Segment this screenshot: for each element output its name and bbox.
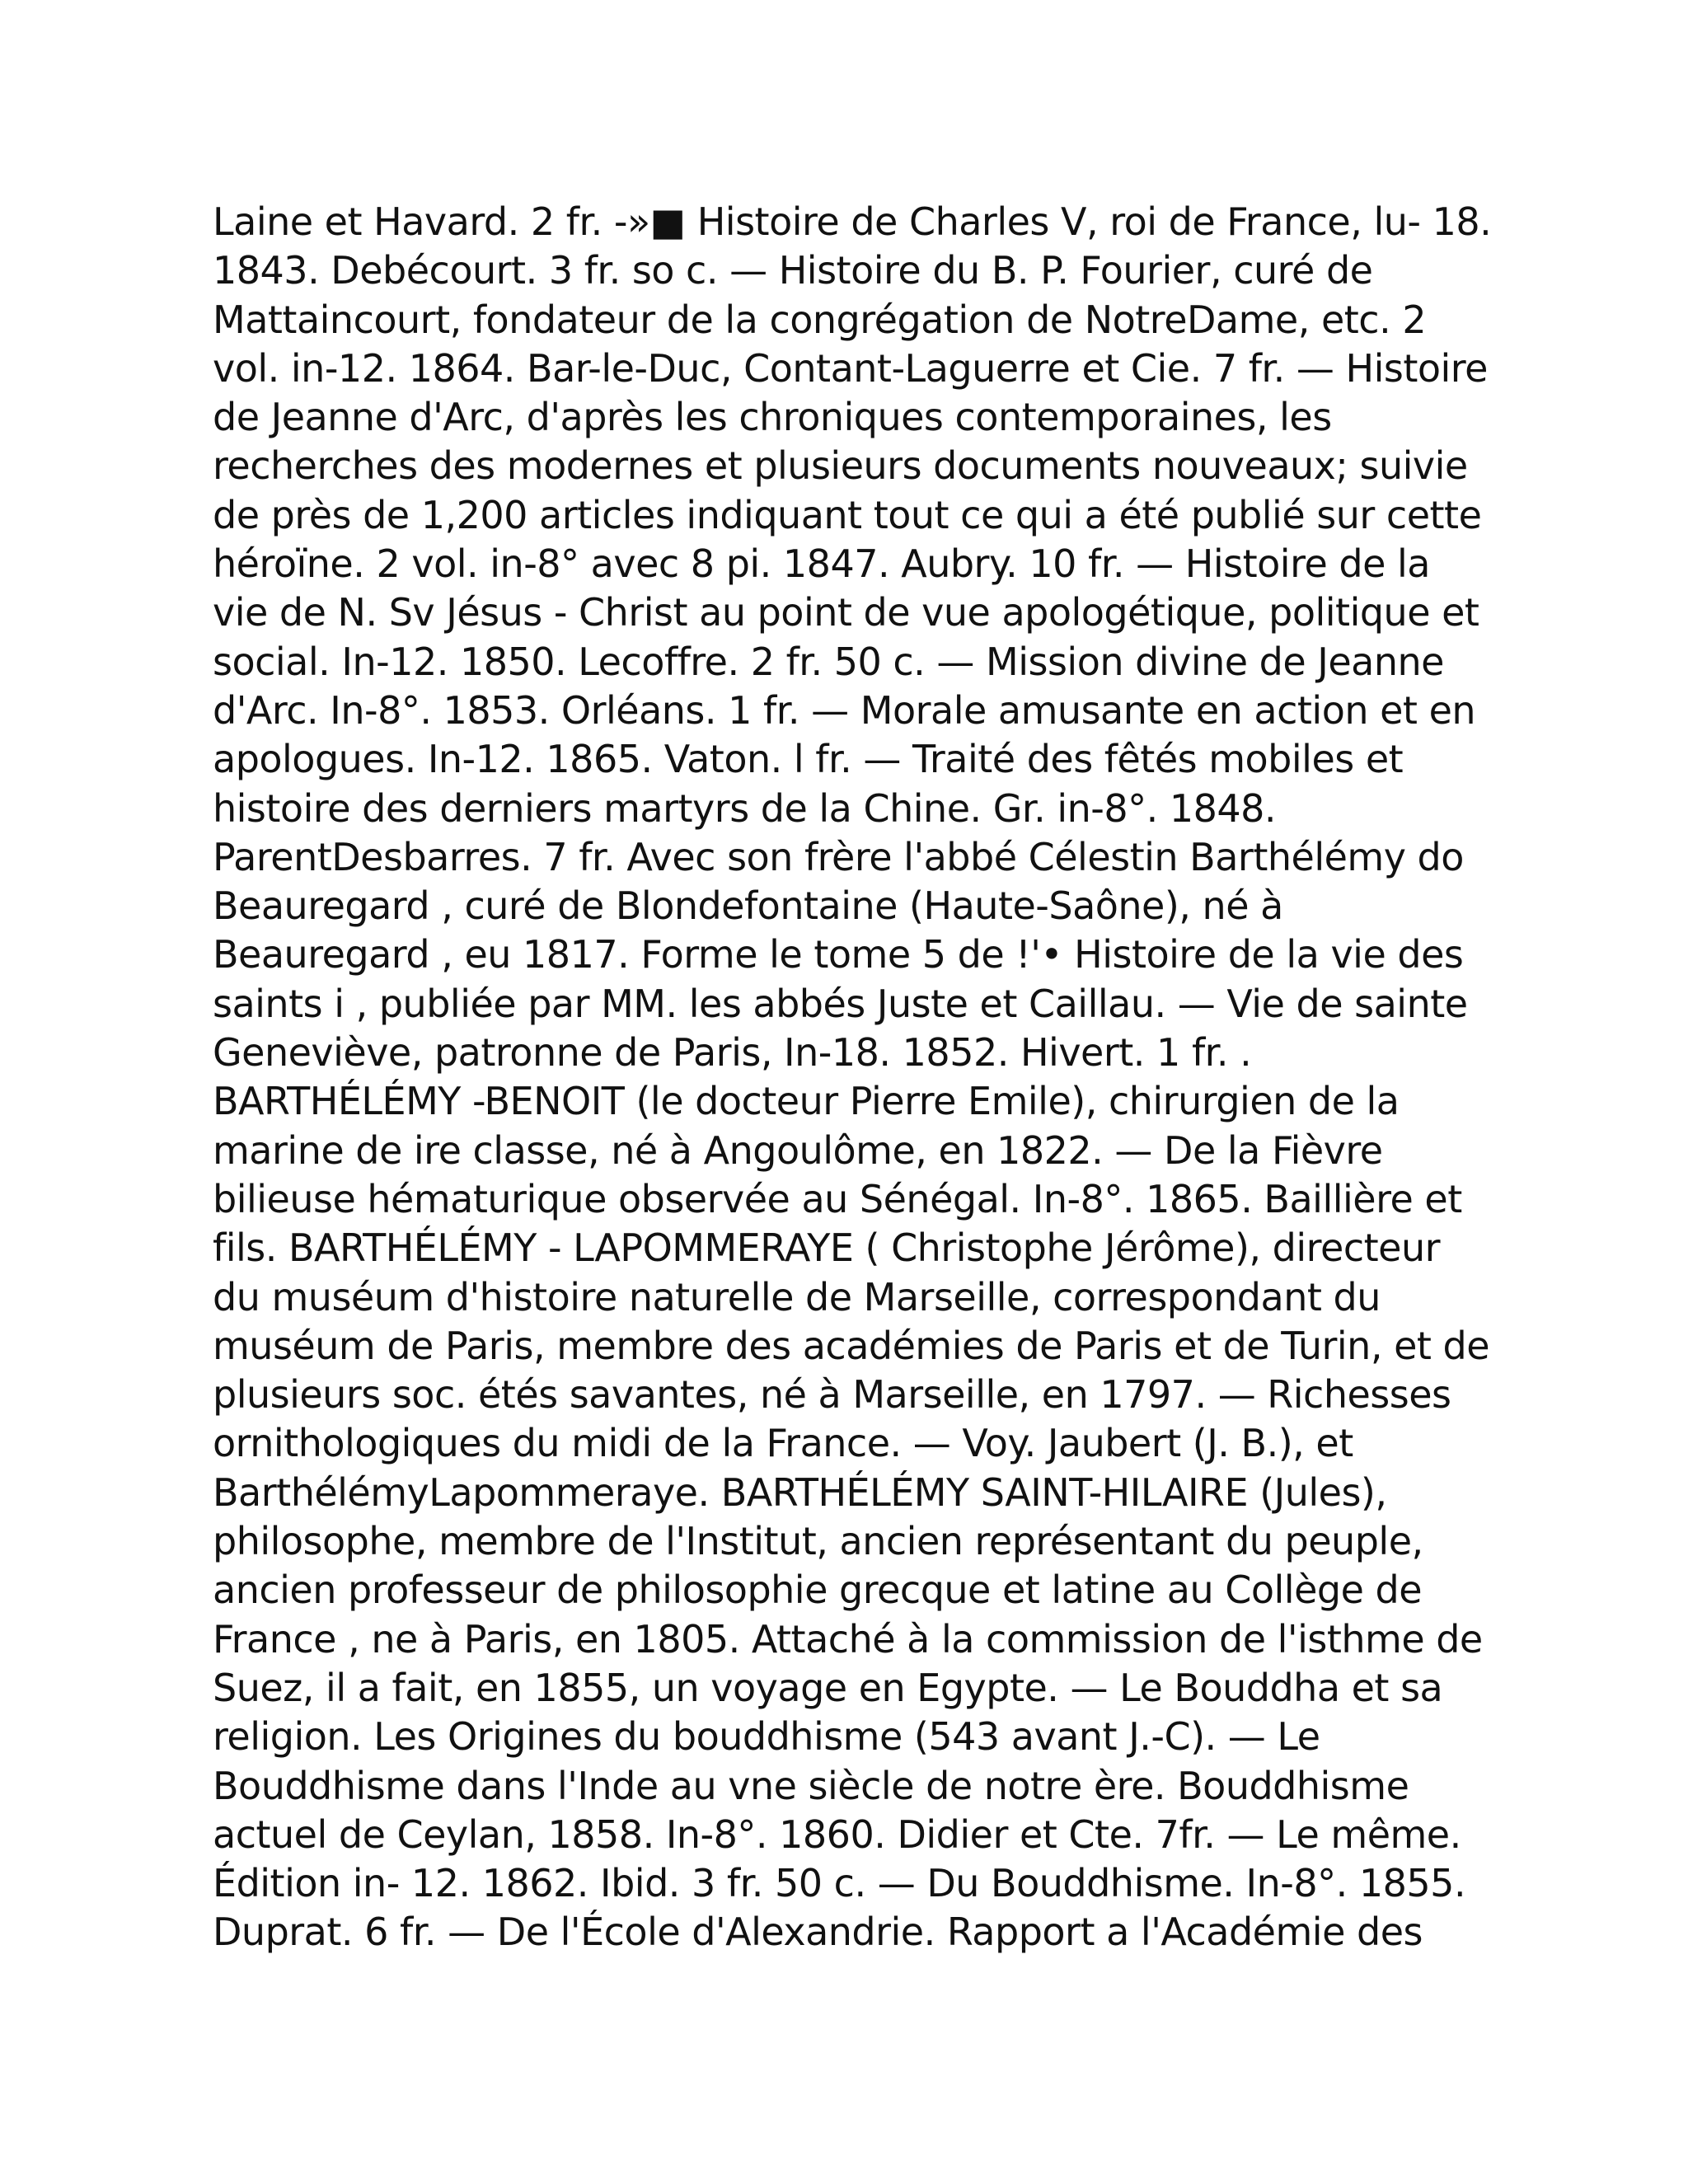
text-line: Duprat. 6 fr. — De l'École d'Alexandrie. Rapport a l'Académie des (213, 1910, 1423, 1955)
text-line: héroïne. 2 vol. in-8° avec 8 pi. 1847. Aubry. 10 fr. — Histoire de la (213, 541, 1430, 587)
text-line: plusieurs soc. étés savantes, né à Marseille, en 1797. — Richesses (213, 1372, 1451, 1418)
text-line: Beauregard , curé de Blondefontaine (Haute-Saône), né à (213, 883, 1283, 929)
text-line: actuel de Ceylan, 1858. In-8°. 1860. Didier et Cte. 7fr. — Le même. (213, 1811, 1461, 1857)
text-line: 1843. Debécourt. 3 fr. so c. — Histoire du B. P. Fourier, curé de (213, 248, 1373, 293)
text-line: Geneviève, patronne de Paris, In-18. 1852. Hivert. 1 fr. . (213, 1030, 1252, 1076)
text-line: Beauregard , eu 1817. Forme le tome 5 de !'• Histoire de la vie des (213, 932, 1464, 977)
text-line: de près de 1,200 articles indiquant tout ce qui a été publié sur cette (213, 492, 1482, 537)
text-line: religion. Les Origines du bouddhisme (543 avant J.-C). — Le (213, 1714, 1320, 1760)
text-line: muséum de Paris, membre des académies de Paris et de Turin, et de (213, 1323, 1490, 1368)
text-line: ancien professeur de philosophie grecque et latine au Collège de (213, 1568, 1422, 1613)
text-line: histoire des derniers martyrs de la Chine. Gr. in-8°. 1848. (213, 785, 1277, 831)
text-line: Mattaincourt, fondateur de la congrégation de NotreDame, etc. 2 (213, 297, 1427, 342)
text-line: France , ne à Paris, en 1805. Attaché à la commission de l'isthme de (213, 1616, 1483, 1661)
text-line: Bouddhisme dans l'Inde au vne siècle de notre ère. Bouddhisme (213, 1763, 1409, 1808)
text-line: recherches des modernes et plusieurs documents nouveaux; suivie (213, 443, 1468, 489)
text-line: du muséum d'histoire naturelle de Marseille, correspondant du (213, 1274, 1381, 1319)
text-line: philosophe, membre de l'Institut, ancien représentant du peuple, (213, 1519, 1423, 1564)
text-line: marine de ire classe, né à Angoulôme, en 1822. — De la Fièvre (213, 1127, 1383, 1173)
text-line: ornithologiques du midi de la France. — Voy. Jaubert (J. B.), et (213, 1421, 1353, 1466)
text-line: BARTHÉLÉMY -BENOIT (le docteur Pierre Emile), chirurgien de la (213, 1079, 1400, 1124)
text-line: vie de N. Sv Jésus - Christ au point de vue apologétique, politique et (213, 590, 1479, 635)
text-line: bilieuse hématurique observée au Sénégal. In-8°. 1865. Baillière et (213, 1176, 1462, 1221)
text-line: vol. in-12. 1864. Bar-le-Duc, Contant-Laguerre et Cie. 7 fr. — Histoire (213, 345, 1488, 391)
text-line: social. In-12. 1850. Lecoffre. 2 fr. 50 c. — Mission divine de Jeanne (213, 639, 1444, 684)
text-line: Suez, il a fait, en 1855, un voyage en Egypte. — Le Bouddha et sa (213, 1665, 1443, 1710)
text-line: saints i , publiée par MM. les abbés Juste et Caillau. — Vie de sainte (213, 981, 1468, 1026)
body-text (213, 198, 1498, 1957)
text-line: d'Arc. In-8°. 1853. Orléans. 1 fr. — Morale amusante en action et en (213, 687, 1476, 733)
text-line: apologues. In-12. 1865. Vaton. l fr. — Traité des fêtés mobiles et (213, 737, 1404, 782)
text-line: Édition in- 12. 1862. Ibid. 3 fr. 50 c. — Du Bouddhisme. In-8°. 1855. (213, 1861, 1466, 1906)
text-line: fils. BARTHÉLÉMY - LAPOMMERAYE ( Christophe Jérôme), directeur (213, 1226, 1441, 1271)
text-line: ParentDesbarres. 7 fr. Avec son frère l'abbé Célestin Barthélémy do (213, 834, 1464, 879)
text-line: BarthélémyLapommeraye. BARTHÉLÉMY SAINT-HILAIRE (Jules), (213, 1469, 1387, 1515)
text-line: Laine et Havard. 2 fr. -»■ Histoire de Charles V, roi de France, lu- 18. (213, 199, 1492, 244)
text-line: de Jeanne d'Arc, d'après les chroniques contemporaines, les (213, 395, 1332, 440)
